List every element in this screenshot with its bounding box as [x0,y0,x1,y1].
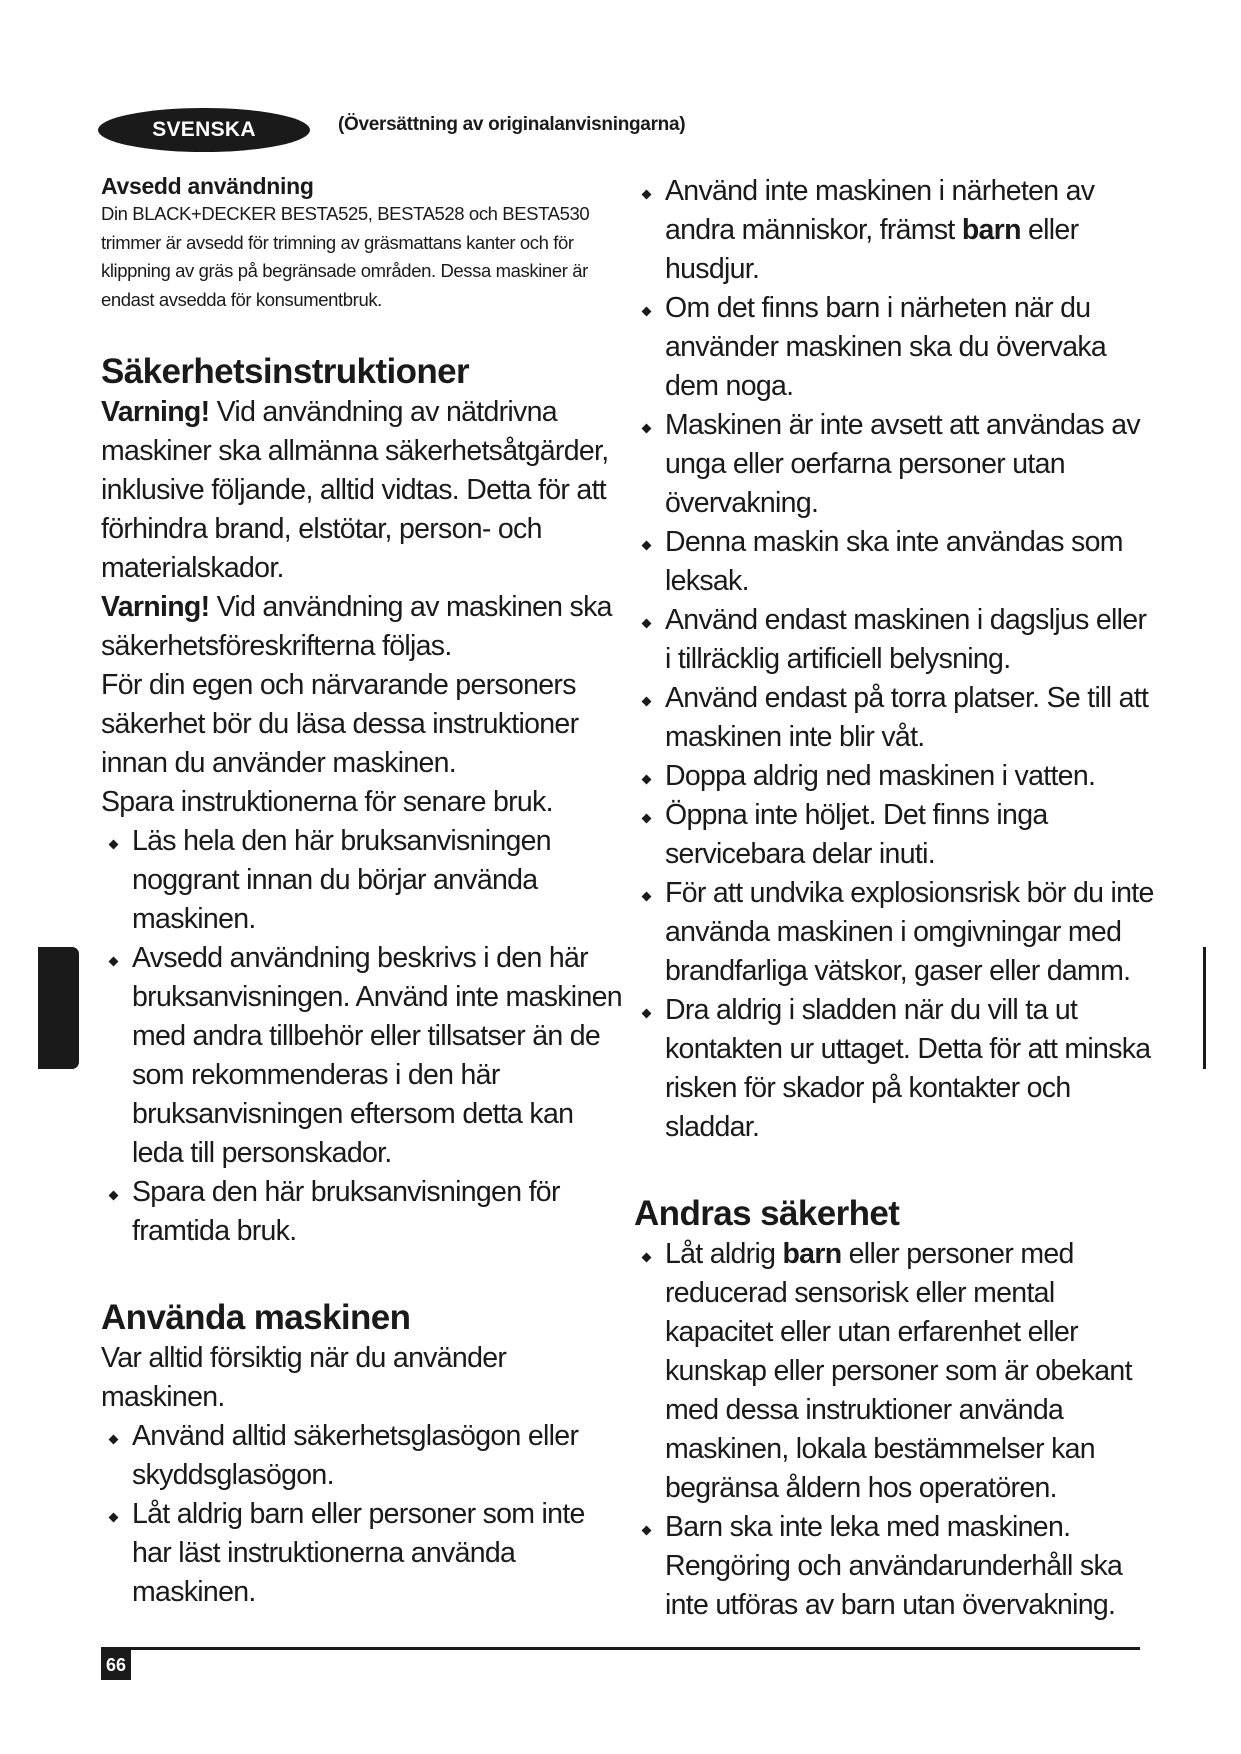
list-item: Dra aldrig i sladden när du vill ta ut kontakten ur uttaget. Detta för att minska risken för skador på kontakter och sladdar. [634,991,1159,1147]
diamond-bullet-icon [109,1435,119,1445]
diamond-bullet-icon [642,619,652,629]
warning-paragraph-2: Varning! Vid användning av maskinen ska säkerhetsföreskrifterna följas. [101,591,612,662]
edge-marker [1203,947,1206,1069]
diamond-bullet-icon [109,1513,119,1523]
others-safety-heading: Andras säkerhet [634,1194,900,1233]
list-item: Spara den här bruksanvisningen för framtida bruk. [101,1173,626,1251]
diamond-bullet-icon [642,307,652,317]
list-item: För att undvika explosionsrisk bör du inte använda maskinen i omgivningar med brandfarliga vätskor, gaser eller damm. [634,874,1159,991]
diamond-bullet-icon [642,814,652,824]
list-item: Barn ska inte leka med maskinen. Rengöring och användarunderhåll ska inte utföras av barn utan övervakning. [634,1508,1159,1625]
right-column [634,172,1159,1625]
intended-use-title: Avsedd användning [101,173,314,199]
list-item: Läs hela den här bruksanvisningen noggrant innan du börjar använda maskinen. [101,822,626,939]
diamond-bullet-icon [642,1009,652,1019]
list-item: Om det finns barn i närheten när du använder maskinen ska du övervaka dem noga. [634,289,1159,406]
using-bullet-list [101,1417,626,1612]
safety-instructions-heading: Säkerhetsinstruktioner [101,352,470,391]
diamond-bullet-icon [642,892,652,902]
list-item: Använd endast maskinen i dagsljus eller i tillräcklig artificiell belysning. [634,601,1159,679]
general-bullet-list [634,172,1159,1147]
diamond-bullet-icon [109,957,119,967]
section-side-tab [38,947,79,1069]
left-column [101,172,626,1612]
diamond-bullet-icon [642,541,652,551]
translation-note: (Översättning av originalanvisningarna) [338,114,686,135]
diamond-bullet-icon [642,1253,652,1263]
warning-label: Varning! [101,591,210,623]
warning-label: Varning! [101,396,210,428]
footer-rule [101,1647,1140,1650]
diamond-bullet-icon [642,697,652,707]
diamond-bullet-icon [109,1191,119,1201]
intended-use-text: Din BLACK+DECKER BESTA525, BESTA528 och BESTA530 trimmer är avsedd för trimning av gräsmattans kanter och för klippning av gräs på begränsade områden. Dessa maskiner är endast avsedda för konsumentbruk. [101,203,590,310]
others-safety-bullet-list [634,1235,1159,1625]
list-item: Använd alltid säkerhetsglasögon eller skyddsglasögon. [101,1417,626,1495]
page-number: 66 [101,1650,131,1680]
list-item: Maskinen är inte avsett att användas av unga eller oerfarna personer utan övervakning. [634,406,1159,523]
warning-paragraph-1: Varning! Vid användning av nätdrivna maskiner ska allmänna säkerhetsåtgärder, inklusive följande, alltid vidtas. Detta för att förhindra brand, elstötar, person- och materialskador. [101,396,609,584]
list-item: Låt aldrig barn eller personer med reducerad sensorisk eller mental kapacitet eller utan erfarenhet eller kunskap eller personer som är obekant med dessa instruktioner använda maskinen, lokala bestämmelser kan begränsa åldern hos operatören. [634,1235,1159,1508]
diamond-bullet-icon [642,190,652,200]
diamond-bullet-icon [109,840,119,850]
read-instructions-paragraph: För din egen och närvarande personers säkerhet bör du läsa dessa instruktioner innan du använder maskinen. [101,669,579,779]
diamond-bullet-icon [642,1526,652,1536]
diamond-bullet-icon [642,424,652,434]
list-item: Avsedd användning beskrivs i den här bruksanvisningen. Använd inte maskinen med andra tillbehör eller tillsatser än de som rekommenderas i den här bruksanvisningen eftersom detta kan leda till personskador. [101,939,626,1173]
using-machine-heading: Använda maskinen [101,1298,411,1337]
list-item: Öppna inte höljet. Det finns inga servicebara delar inuti. [634,796,1159,874]
list-item: Låt aldrig barn eller personer som inte har läst instruktionerna använda maskinen. [101,1495,626,1612]
diamond-bullet-icon [642,775,652,785]
language-badge: SVENSKA [98,108,310,152]
list-item: Doppa aldrig ned maskinen i vatten. [634,757,1159,796]
keep-instructions-paragraph: Spara instruktionerna för senare bruk. [101,786,553,818]
list-item: Denna maskin ska inte användas som leksak. [634,523,1159,601]
list-item: Använd inte maskinen i närheten av andra människor, främst barn eller husdjur. [634,172,1159,289]
list-item: Använd endast på torra platser. Se till att maskinen inte blir våt. [634,679,1159,757]
using-intro: Var alltid försiktig när du använder maskinen. [101,1342,507,1413]
safety-bullet-list [101,822,626,1251]
